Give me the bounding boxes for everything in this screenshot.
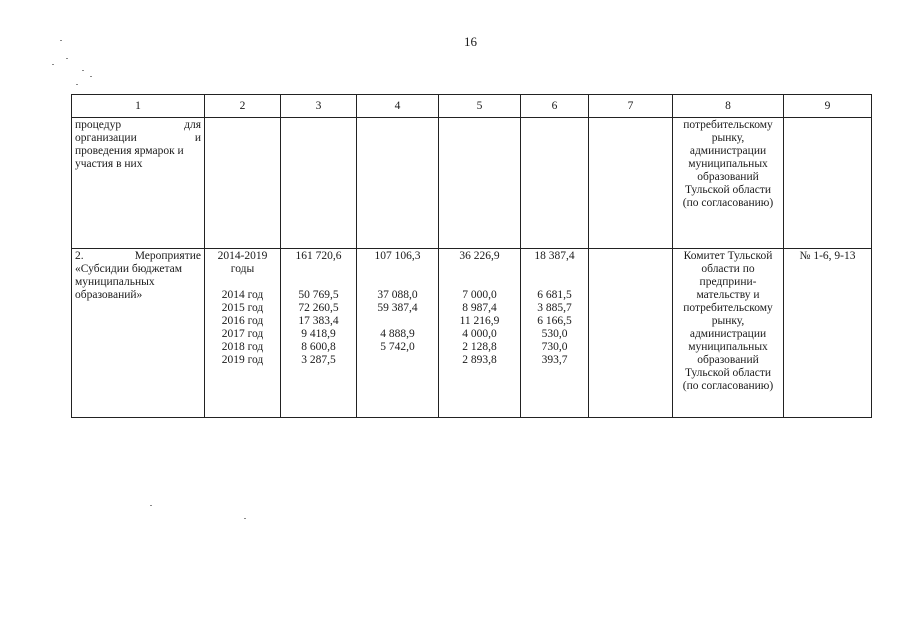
- cell-line: муниципальных: [75, 276, 155, 288]
- amount-year: 2 128,8: [462, 341, 497, 353]
- cell-word: Мероприятие: [134, 250, 201, 262]
- amount-year: 4 000,0: [462, 328, 497, 340]
- table-cell: [205, 118, 281, 249]
- executor-cell: [673, 249, 784, 418]
- amount-year: 3 885,7: [537, 302, 572, 314]
- amount-year: 3 287,5: [301, 354, 336, 366]
- amount-year: 730,0: [541, 341, 568, 353]
- page-number: 16: [464, 34, 477, 49]
- measure-name-cell: [72, 118, 205, 249]
- table-cell: [281, 118, 357, 249]
- cell-line: рынку,: [711, 132, 745, 144]
- cell-line: [75, 119, 201, 132]
- amount-year: 11 216,9: [459, 315, 500, 327]
- cell-line: (по согласованию): [682, 380, 774, 392]
- amount-total: 36 226,9: [459, 250, 500, 262]
- amount-year: 5 742,0: [380, 341, 415, 353]
- cell-line: [75, 250, 201, 263]
- column-header: 6: [521, 95, 589, 118]
- cell-line: образований»: [75, 289, 143, 301]
- cell-line: проведения ярмарок и: [75, 145, 184, 157]
- amount-year: 4 888,9: [380, 328, 415, 340]
- amount-year: 17 383,4: [298, 315, 339, 327]
- scan-speck: [52, 64, 54, 65]
- amount-year: 7 000,0: [462, 289, 497, 301]
- spacer: [208, 276, 277, 289]
- cell-line: предприни-: [699, 276, 757, 288]
- table-cell: [439, 118, 521, 249]
- spacer: [442, 276, 517, 289]
- amount-year: 530,0: [541, 328, 568, 340]
- cell-word: 2.: [75, 250, 84, 262]
- year-label: 2018 год: [221, 341, 264, 353]
- amount-year: 393,7: [541, 354, 568, 366]
- table-row: [72, 118, 872, 249]
- period-total: 2014-2019: [217, 250, 268, 262]
- amount-year: 72 260,5: [298, 302, 339, 314]
- scan-speck: [66, 58, 68, 59]
- cell-line: администрации: [689, 145, 767, 157]
- column-header: 2: [205, 95, 281, 118]
- column-header: 1: [72, 95, 205, 118]
- amount-year: 8 987,4: [462, 302, 497, 314]
- table-cell: [589, 118, 673, 249]
- scan-speck: [60, 40, 62, 41]
- scan-speck: [150, 505, 152, 506]
- cell-line: Тульской области: [684, 184, 771, 196]
- scan-speck: [244, 518, 246, 519]
- amount-total: 18 387,4: [534, 250, 575, 262]
- table-cell: [357, 118, 439, 249]
- column-header: 7: [589, 95, 673, 118]
- header-row: [72, 95, 872, 118]
- amount-total: 107 106,3: [374, 250, 421, 262]
- executor-cell: [673, 118, 784, 249]
- amount-year: 2 893,8: [462, 354, 497, 366]
- spacer: [284, 276, 353, 289]
- table-row: [72, 249, 872, 418]
- cell-line: Тульской области: [684, 367, 771, 379]
- cell-line: муниципальных: [688, 341, 768, 353]
- spacer: [524, 263, 585, 276]
- program-table: [71, 94, 872, 418]
- cell-line: (по согласованию): [682, 197, 774, 209]
- table-cell: [589, 249, 673, 418]
- table-cell: [521, 118, 589, 249]
- amount-cell-regional: [439, 249, 521, 418]
- measure-name-cell: [72, 249, 205, 418]
- scan-speck: [76, 84, 78, 85]
- cell-line: [75, 132, 201, 145]
- amount-year: 59 387,4: [377, 302, 418, 314]
- amount-year: [360, 354, 435, 367]
- cell-line: мательству и: [696, 289, 760, 301]
- spacer: [284, 263, 353, 276]
- cell-line: рынку,: [711, 315, 745, 327]
- spacer: [360, 276, 435, 289]
- amount-total: 161 720,6: [295, 250, 342, 262]
- cell-line: образований: [697, 354, 759, 366]
- amount-cell-federal: [357, 249, 439, 418]
- scan-speck: [90, 76, 92, 77]
- amount-year: 9 418,9: [301, 328, 336, 340]
- cell-line: потребительскому: [683, 302, 773, 314]
- amount-year: 6 681,5: [537, 289, 572, 301]
- cell-line: потребительскому: [683, 119, 773, 131]
- cell-line: муниципальных: [688, 158, 768, 170]
- year-label: 2019 год: [221, 354, 264, 366]
- cell-word: и: [194, 132, 201, 144]
- amount-year: 50 769,5: [298, 289, 339, 301]
- column-header: 3: [281, 95, 357, 118]
- indicator-cell: № 1-6, 9-13: [784, 249, 872, 418]
- spacer: [360, 263, 435, 276]
- year-label: 2015 год: [221, 302, 264, 314]
- cell-word: процедур: [75, 119, 122, 131]
- year-label: 2017 год: [221, 328, 264, 340]
- column-header: 9: [784, 95, 872, 118]
- cell-word: организации: [75, 132, 137, 144]
- spacer: [442, 263, 517, 276]
- year-label: 2014 год: [221, 289, 264, 301]
- spacer: [524, 276, 585, 289]
- cell-line: участия в них: [75, 158, 143, 170]
- period-total: годы: [230, 263, 255, 275]
- cell-line: Комитет Тульской: [683, 250, 773, 262]
- column-header: 4: [357, 95, 439, 118]
- cell-line: «Субсидии бюджетам: [75, 263, 183, 275]
- amount-cell-local: [521, 249, 589, 418]
- table-cell: [784, 118, 872, 249]
- column-header: 5: [439, 95, 521, 118]
- cell-line: области по: [701, 263, 755, 275]
- period-cell: [205, 249, 281, 418]
- amount-year: [360, 315, 435, 328]
- amount-year: 37 088,0: [377, 289, 418, 301]
- amount-cell-total: [281, 249, 357, 418]
- amount-year: 8 600,8: [301, 341, 336, 353]
- scan-speck: [82, 70, 84, 71]
- column-header: 8: [673, 95, 784, 118]
- cell-line: администрации: [689, 328, 767, 340]
- amount-year: 6 166,5: [537, 315, 572, 327]
- cell-word: для: [184, 119, 201, 131]
- cell-line: образований: [697, 171, 759, 183]
- year-label: 2016 год: [221, 315, 264, 327]
